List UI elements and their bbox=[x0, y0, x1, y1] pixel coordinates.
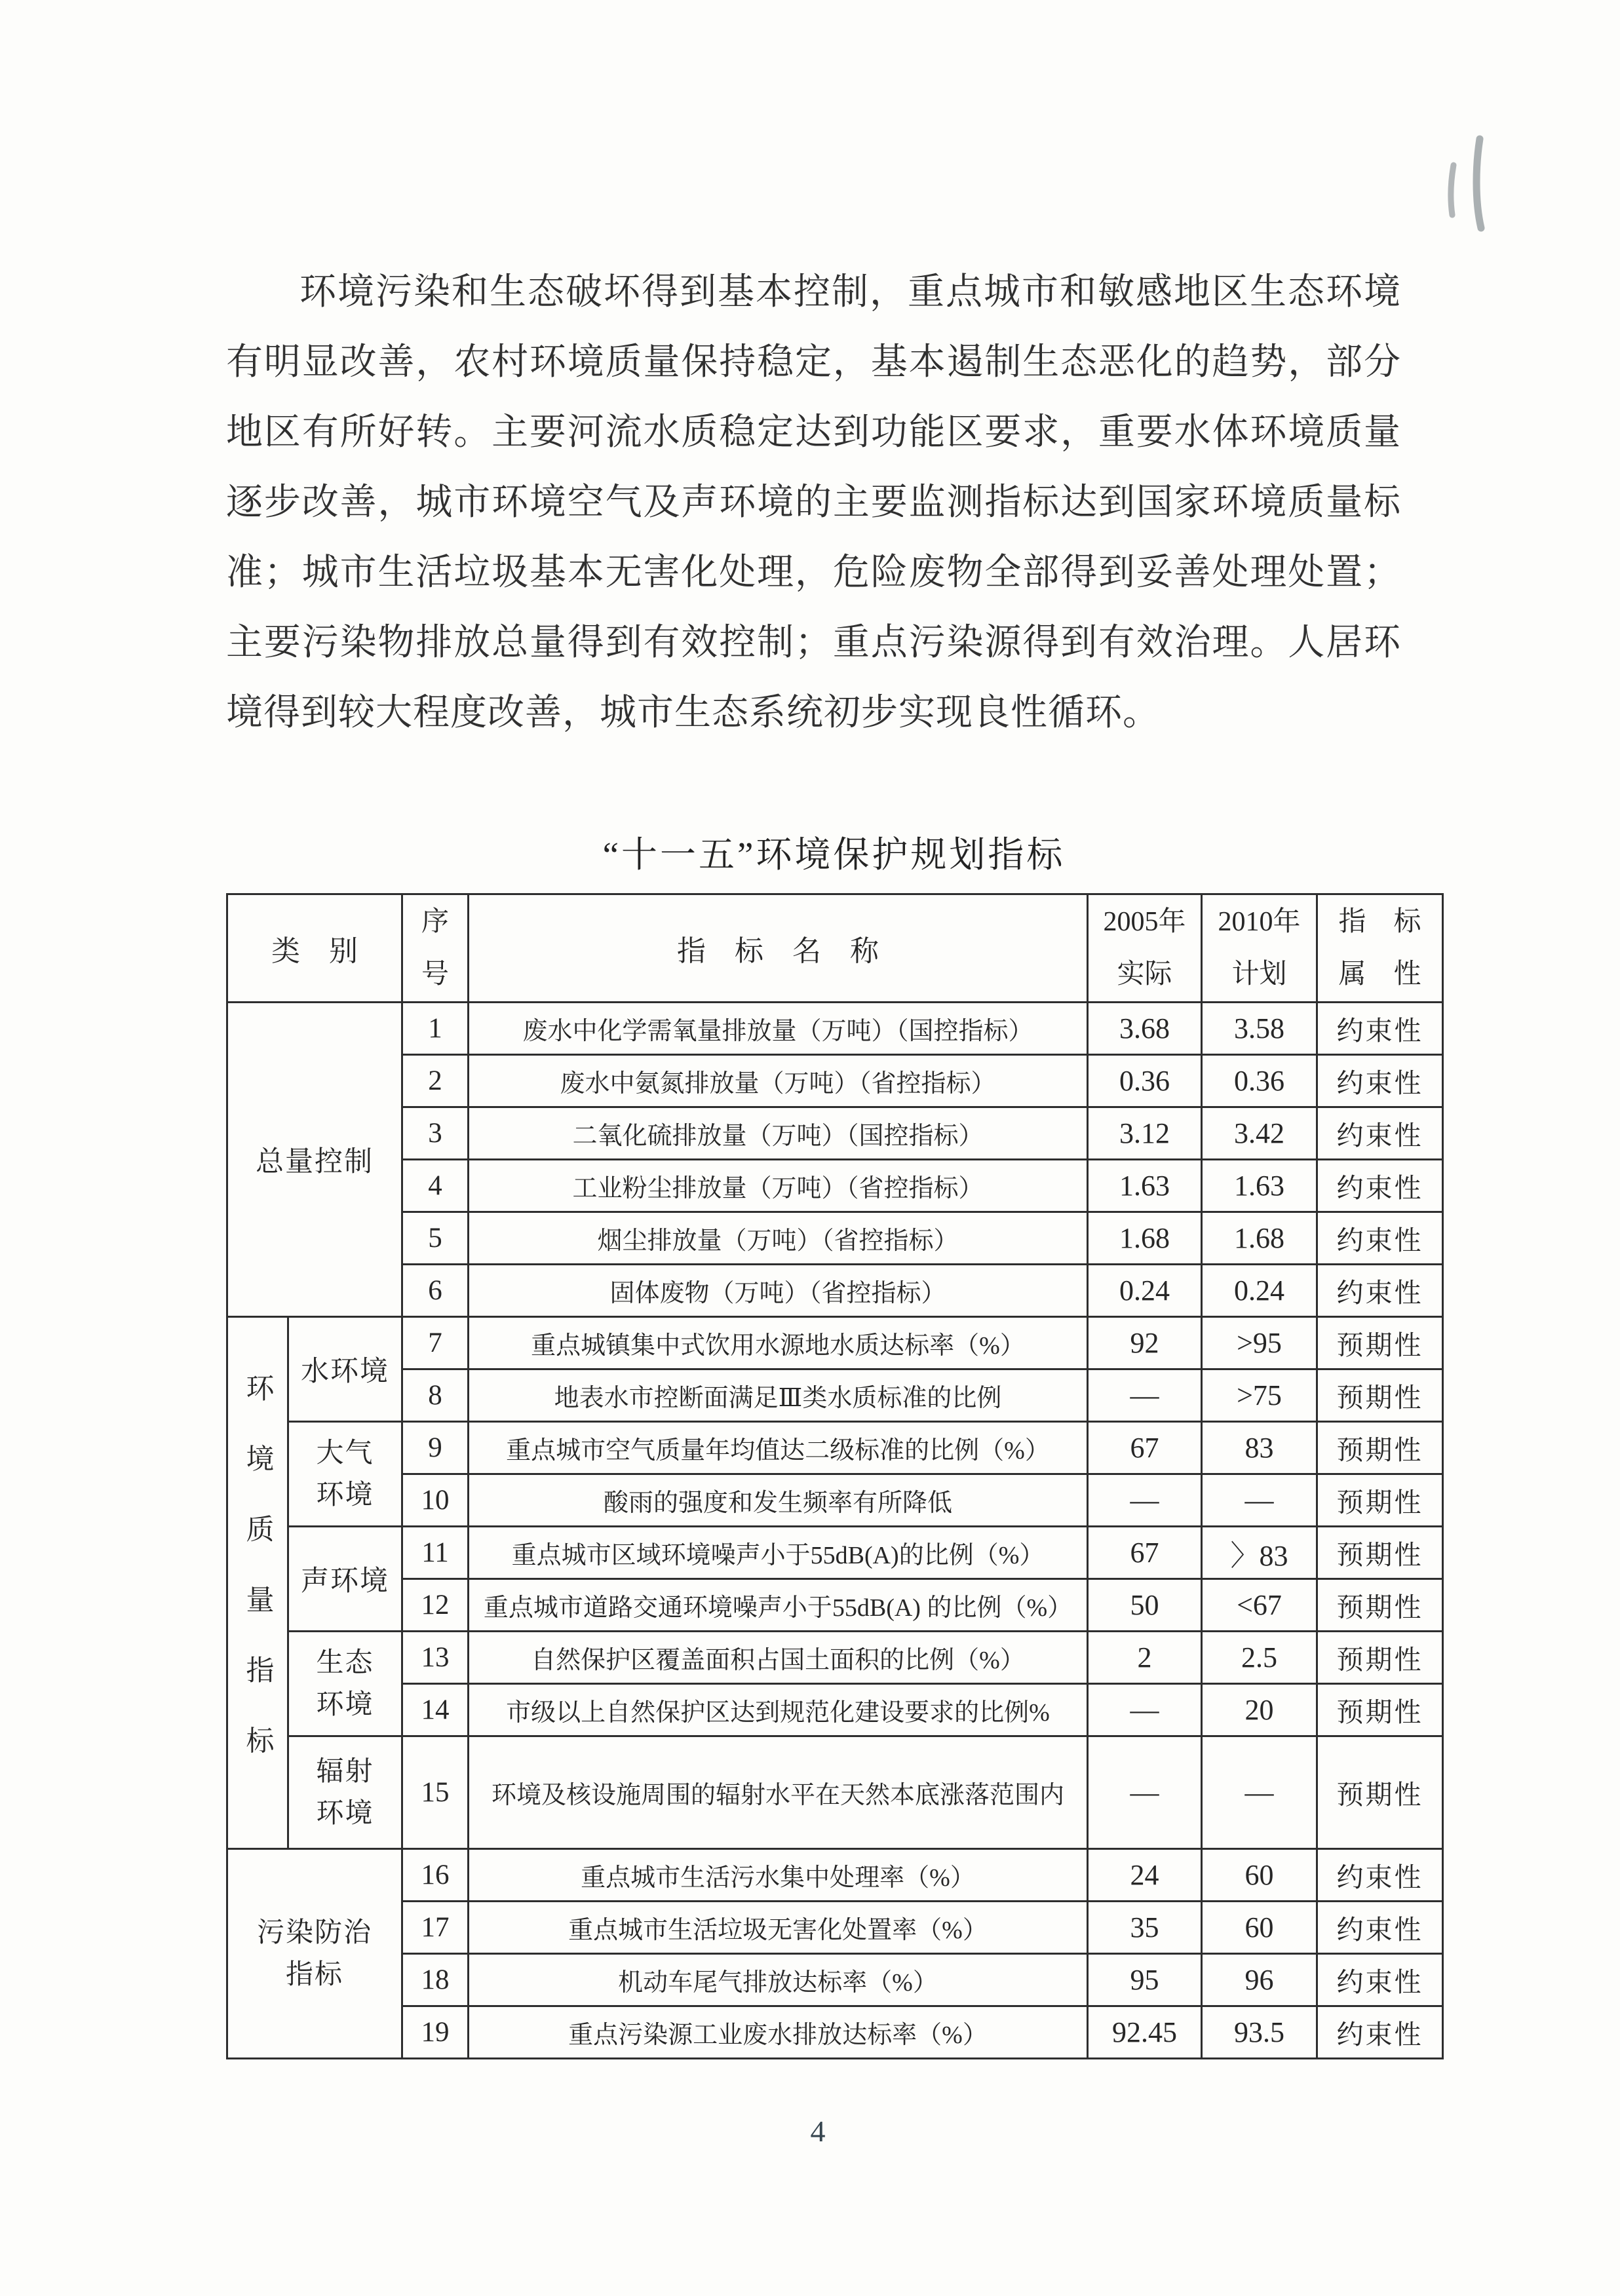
value-2005-cell: 92 bbox=[1088, 1317, 1202, 1369]
subcategory-air-line1: 大气 bbox=[316, 1438, 374, 1468]
category-pollution-line2: 指标 bbox=[285, 1959, 343, 1990]
attr-cell: 预期性 bbox=[1317, 1527, 1443, 1579]
table-row bbox=[227, 1527, 1443, 1579]
serial-cell: 15 bbox=[402, 1736, 469, 1849]
value-2005-cell: 50 bbox=[1088, 1579, 1202, 1632]
indicator-name-cell: 重点城市生活垃圾无害化处置率（%） bbox=[469, 1902, 1088, 1954]
subcategory-radiation-line1: 辐射 bbox=[316, 1756, 374, 1787]
subcategory-water: 水环境 bbox=[288, 1317, 402, 1422]
serial-cell: 14 bbox=[402, 1684, 469, 1736]
value-2010-cell: >95 bbox=[1202, 1317, 1317, 1369]
indicator-name-cell: 重点城镇集中式饮用水源地水质达标率（%） bbox=[469, 1317, 1088, 1369]
header-indicator-name: 指 标 名 称 bbox=[469, 894, 1088, 1003]
indicator-name-cell: 废水中化学需氧量排放量（万吨）（国控指标） bbox=[469, 1003, 1088, 1055]
table-row bbox=[227, 1212, 1443, 1265]
indicator-name-cell: 自然保护区覆盖面积占国土面积的比例（%） bbox=[469, 1632, 1088, 1684]
header-2010-line2: 计划 bbox=[1231, 959, 1287, 989]
indicator-name-cell: 机动车尾气排放达标率（%） bbox=[469, 1954, 1088, 2006]
subcategory-air-line2: 环境 bbox=[316, 1480, 374, 1510]
attr-cell: 约束性 bbox=[1317, 1055, 1443, 1107]
value-2005-cell: 67 bbox=[1088, 1527, 1202, 1579]
value-2010-cell: >75 bbox=[1202, 1369, 1317, 1422]
value-2005-cell: 67 bbox=[1088, 1422, 1202, 1474]
serial-cell: 5 bbox=[402, 1212, 469, 1265]
serial-cell: 9 bbox=[402, 1422, 469, 1474]
page-number: 4 bbox=[810, 2114, 826, 2148]
attr-cell: 约束性 bbox=[1317, 1954, 1443, 2006]
table-row bbox=[227, 1422, 1443, 1474]
attr-cell: 预期性 bbox=[1317, 1369, 1443, 1422]
serial-cell: 18 bbox=[402, 1954, 469, 2006]
indicator-name-cell: 酸雨的强度和发生频率有所降低 bbox=[469, 1474, 1088, 1527]
attr-cell: 约束性 bbox=[1317, 2006, 1443, 2059]
value-2010-cell: 0.36 bbox=[1202, 1055, 1317, 1107]
subcategory-radiation bbox=[288, 1736, 402, 1849]
attr-cell: 约束性 bbox=[1317, 1902, 1443, 1954]
indicator-name-cell: 重点城市生活污水集中处理率（%） bbox=[469, 1849, 1088, 1902]
serial-cell: 16 bbox=[402, 1849, 469, 1902]
category-env-quality-label: 环境质量指标 bbox=[242, 1373, 273, 1796]
indicator-name-cell: 废水中氨氮排放量（万吨）（省控指标） bbox=[469, 1055, 1088, 1107]
value-2010-cell: 3.42 bbox=[1202, 1107, 1317, 1160]
value-2005-cell: — bbox=[1088, 1369, 1202, 1422]
category-total-control: 总量控制 bbox=[227, 1003, 402, 1317]
value-2005-cell: 0.36 bbox=[1088, 1055, 1202, 1107]
table-row bbox=[227, 1849, 1443, 1902]
value-2010-cell: 96 bbox=[1202, 1954, 1317, 2006]
attr-cell: 预期性 bbox=[1317, 1474, 1443, 1527]
value-2010-cell: 〉83 bbox=[1202, 1527, 1317, 1579]
table-row bbox=[227, 1369, 1443, 1422]
table-row bbox=[227, 1317, 1443, 1369]
header-serial-line1: 序 bbox=[421, 907, 449, 937]
table-row bbox=[227, 1160, 1443, 1212]
indicator-name-cell: 烟尘排放量（万吨）（省控指标） bbox=[469, 1212, 1088, 1265]
value-2005-cell: 3.68 bbox=[1088, 1003, 1202, 1055]
attr-cell: 约束性 bbox=[1317, 1160, 1443, 1212]
indicator-name-cell: 重点城市区域环境噪声小于55dB(A)的比例（%） bbox=[469, 1527, 1088, 1579]
subcategory-radiation-line2: 环境 bbox=[316, 1798, 374, 1829]
attr-cell: 预期性 bbox=[1317, 1422, 1443, 1474]
subcategory-air bbox=[288, 1422, 402, 1527]
attr-cell: 预期性 bbox=[1317, 1684, 1443, 1736]
header-attr-line2: 属 性 bbox=[1338, 959, 1421, 989]
value-2010-cell: 3.58 bbox=[1202, 1003, 1317, 1055]
serial-cell: 11 bbox=[402, 1527, 469, 1579]
indicator-name-cell: 地表水市控断面满足Ⅲ类水质标准的比例 bbox=[469, 1369, 1088, 1422]
value-2010-cell: 1.63 bbox=[1202, 1160, 1317, 1212]
serial-cell: 4 bbox=[402, 1160, 469, 1212]
attr-cell: 预期性 bbox=[1317, 1736, 1443, 1849]
header-2005-line1: 2005年 bbox=[1103, 907, 1186, 937]
body-paragraph: 环境污染和生态破坏得到基本控制，重点城市和敏感地区生态环境有明显改善，农村环境质量保持稳定，基本遏制生态恶化的趋势，部分地区有所好转。主要河流水质稳定达到功能区要求，重要水体环境质量逐步改善，城市环境空气及声环境的主要监测指标达到国家环境质量标准；城市生活垃圾基本无害化处理，危险废物全部得到妥善处理处置；主要污染物排放总量得到有效控制；重点污染源得到有效治理。人居环境得到较大程度改善，城市生态系统初步实现良性循环。 bbox=[226, 272, 1401, 733]
indicator-name-cell: 市级以上自然保护区达到规范化建设要求的比例% bbox=[469, 1684, 1088, 1736]
value-2005-cell: 95 bbox=[1088, 1954, 1202, 2006]
table-header-row bbox=[227, 894, 1443, 1003]
value-2005-cell: 92.45 bbox=[1088, 2006, 1202, 2059]
serial-cell: 19 bbox=[402, 2006, 469, 2059]
value-2010-cell: 93.5 bbox=[1202, 2006, 1317, 2059]
serial-cell: 10 bbox=[402, 1474, 469, 1527]
attr-cell: 约束性 bbox=[1317, 1849, 1443, 1902]
value-2005-cell: 2 bbox=[1088, 1632, 1202, 1684]
attr-cell: 约束性 bbox=[1317, 1003, 1443, 1055]
table-row bbox=[227, 1003, 1443, 1055]
header-serial bbox=[402, 894, 469, 1003]
indicator-name-cell: 重点污染源工业废水排放达标率（%） bbox=[469, 2006, 1088, 2059]
header-attr-line1: 指 标 bbox=[1338, 907, 1421, 937]
value-2010-cell: 20 bbox=[1202, 1684, 1317, 1736]
category-pollution-control bbox=[227, 1849, 402, 2059]
value-2005-cell: 1.68 bbox=[1088, 1212, 1202, 1265]
serial-cell: 12 bbox=[402, 1579, 469, 1632]
attr-cell: 预期性 bbox=[1317, 1632, 1443, 1684]
value-2010-cell: 0.24 bbox=[1202, 1265, 1317, 1317]
serial-cell: 2 bbox=[402, 1055, 469, 1107]
value-2005-cell: 0.24 bbox=[1088, 1265, 1202, 1317]
category-env-quality bbox=[227, 1317, 288, 1849]
table-row bbox=[227, 1684, 1443, 1736]
value-2005-cell: 3.12 bbox=[1088, 1107, 1202, 1160]
header-attr bbox=[1317, 894, 1443, 1003]
attr-cell: 约束性 bbox=[1317, 1265, 1443, 1317]
value-2005-cell: 1.63 bbox=[1088, 1160, 1202, 1212]
subcategory-eco-line1: 生态 bbox=[316, 1647, 374, 1678]
value-2005-cell: — bbox=[1088, 1474, 1202, 1527]
value-2010-cell: 1.68 bbox=[1202, 1212, 1317, 1265]
value-2010-cell: 60 bbox=[1202, 1849, 1317, 1902]
header-2010 bbox=[1202, 894, 1317, 1003]
table-row bbox=[227, 1107, 1443, 1160]
header-category: 类 别 bbox=[227, 894, 402, 1003]
table-row bbox=[227, 1265, 1443, 1317]
value-2010-cell: 2.5 bbox=[1202, 1632, 1317, 1684]
indicator-name-cell: 重点城市空气质量年均值达二级标准的比例（%） bbox=[469, 1422, 1088, 1474]
indicator-name-cell: 固体废物（万吨）（省控指标） bbox=[469, 1265, 1088, 1317]
table-row bbox=[227, 1736, 1443, 1849]
serial-cell: 13 bbox=[402, 1632, 469, 1684]
pencil-mark bbox=[1439, 131, 1518, 236]
value-2005-cell: 35 bbox=[1088, 1902, 1202, 1954]
table-row bbox=[227, 1474, 1443, 1527]
subcategory-noise: 声环境 bbox=[288, 1527, 402, 1632]
category-pollution-line1: 污染防治 bbox=[256, 1917, 372, 1948]
page-content bbox=[226, 0, 1442, 2059]
value-2010-cell: <67 bbox=[1202, 1579, 1317, 1632]
value-2010-cell: — bbox=[1202, 1736, 1317, 1849]
attr-cell: 预期性 bbox=[1317, 1317, 1443, 1369]
attr-cell: 约束性 bbox=[1317, 1212, 1443, 1265]
table-row bbox=[227, 1902, 1443, 1954]
header-2005-line2: 实际 bbox=[1117, 959, 1172, 989]
value-2005-cell: — bbox=[1088, 1684, 1202, 1736]
indicator-name-cell: 二氧化硫排放量（万吨）（国控指标） bbox=[469, 1107, 1088, 1160]
header-2010-line1: 2010年 bbox=[1218, 907, 1301, 937]
serial-cell: 8 bbox=[402, 1369, 469, 1422]
table-row bbox=[227, 1579, 1443, 1632]
value-2010-cell: 83 bbox=[1202, 1422, 1317, 1474]
value-2010-cell: 60 bbox=[1202, 1902, 1317, 1954]
serial-cell: 1 bbox=[402, 1003, 469, 1055]
header-serial-line2: 号 bbox=[421, 959, 449, 989]
value-2010-cell: — bbox=[1202, 1474, 1317, 1527]
table-row bbox=[227, 2006, 1443, 2059]
table-row bbox=[227, 1632, 1443, 1684]
subcategory-eco-line2: 环境 bbox=[316, 1689, 374, 1720]
indicator-name-cell: 重点城市道路交通环境噪声小于55dB(A) 的比例（%） bbox=[469, 1579, 1088, 1632]
plan-indicator-table bbox=[226, 893, 1444, 2059]
header-2005 bbox=[1088, 894, 1202, 1003]
table-row bbox=[227, 1954, 1443, 2006]
value-2005-cell: — bbox=[1088, 1736, 1202, 1849]
table-title: “十一五”环境保护规划指标 bbox=[602, 835, 1066, 875]
subcategory-eco bbox=[288, 1632, 402, 1736]
serial-cell: 7 bbox=[402, 1317, 469, 1369]
serial-cell: 6 bbox=[402, 1265, 469, 1317]
indicator-name-cell: 工业粉尘排放量（万吨）（省控指标） bbox=[469, 1160, 1088, 1212]
serial-cell: 17 bbox=[402, 1902, 469, 1954]
value-2005-cell: 24 bbox=[1088, 1849, 1202, 1902]
serial-cell: 3 bbox=[402, 1107, 469, 1160]
indicator-name-cell: 环境及核设施周围的辐射水平在天然本底涨落范围内 bbox=[469, 1736, 1088, 1849]
table-row bbox=[227, 1055, 1443, 1107]
attr-cell: 约束性 bbox=[1317, 1107, 1443, 1160]
attr-cell: 预期性 bbox=[1317, 1579, 1443, 1632]
